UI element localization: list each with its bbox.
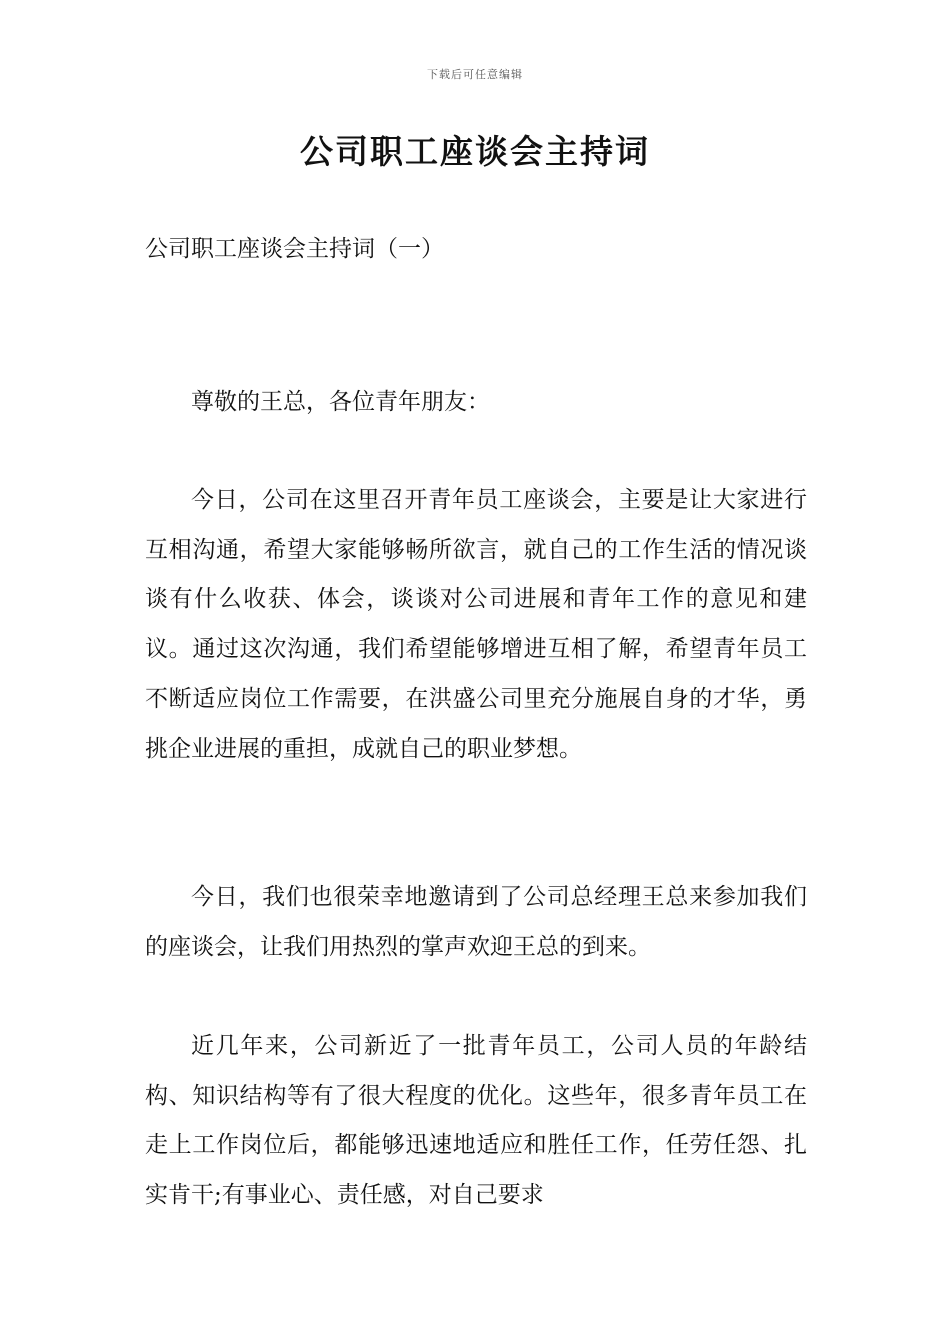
body-paragraph-2: 今日，我们也很荣幸地邀请到了公司总经理王总来参加我们的座谈会，让我们用热烈的掌声欢迎王总的到来。 <box>145 884 807 960</box>
greeting-paragraph: 尊敬的王总，各位青年朋友： <box>191 389 490 415</box>
body-paragraph-3: 近几年来，公司新近了一批青年员工，公司人员的年龄结构、知识结构等有了很大程度的优化。这些年，很多青年员工在走上工作岗位后，都能够迅速地适应和胜任工作，任劳任怨、扎实肯干;有事业心、责任感，对自己要求 <box>145 1033 807 1209</box>
section-title: 公司职工座谈会主持词（一） <box>145 236 444 262</box>
header-note: 下载后可任意编辑 <box>427 68 523 81</box>
body-paragraph-1: 今日，公司在这里召开青年员工座谈会，主要是让大家进行互相沟通，希望大家能够畅所欲言，就自己的工作生活的情况谈谈有什么收获、体会，谈谈对公司进展和青年工作的意见和建议。通过这次沟通，我们希望能够增进互相了解，希望青年员工不断适应岗位工作需要，在洪盛公司里充分施展自身的才华，勇挑企业进展的重担，成就自己的职业梦想。 <box>145 487 807 762</box>
document-title: 公司职工座谈会主持词 <box>300 132 650 171</box>
